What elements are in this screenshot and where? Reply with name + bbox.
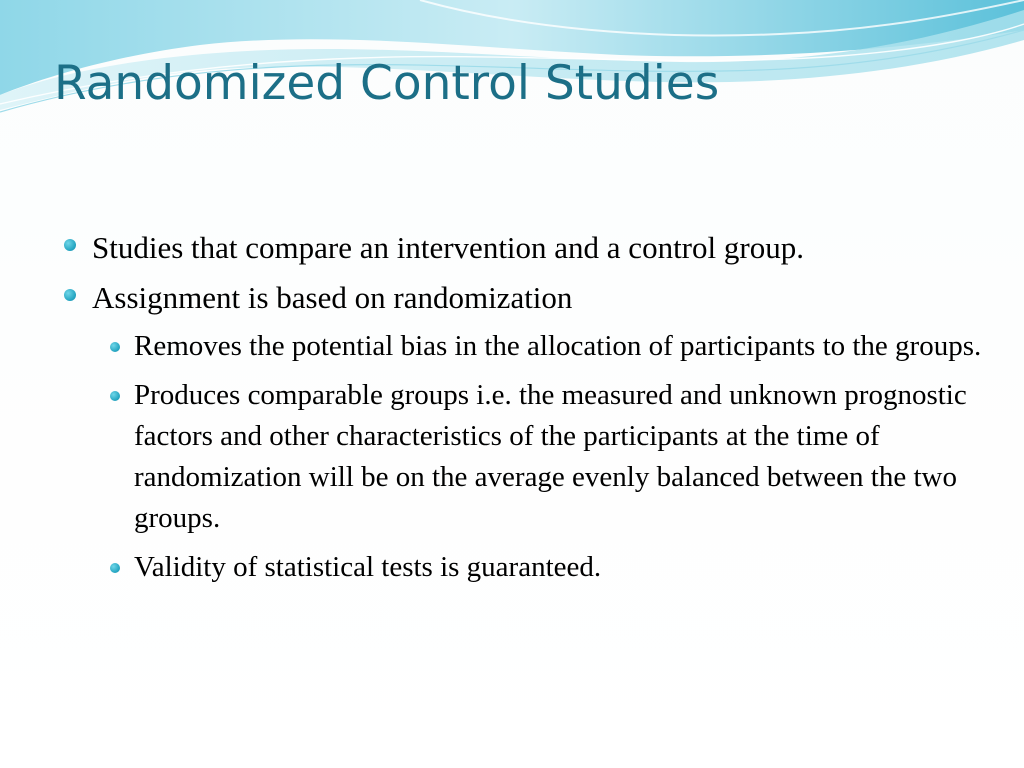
sub-bullet-dot-icon (110, 563, 120, 573)
bullet-dot-icon (64, 239, 76, 251)
bullet-dot-icon (64, 289, 76, 301)
bullet-item (62, 276, 982, 320)
sub-bullet-dot-icon (110, 391, 120, 401)
sub-bullet-text: Removes the potential bias in the allocation of participants to the groups. (134, 330, 982, 362)
sub-bullet-text: Produces comparable groups i.e. the measured and unknown prognostic factors and other characteristics of the participants at the time of randomization will be on the average evenly balanced between the two groups. (134, 379, 967, 534)
sub-bullet-item (62, 547, 982, 588)
sub-bullet-item (62, 326, 982, 367)
sub-bullet-dot-icon (110, 342, 120, 352)
bullet-list (62, 226, 982, 596)
sub-bullet-text: Validity of statistical tests is guaranteed. (134, 551, 602, 583)
bullet-text: Studies that compare an intervention and a control group. (92, 230, 804, 265)
bullet-item (62, 226, 982, 270)
sub-bullet-item (62, 375, 982, 539)
bullet-text: Assignment is based on randomization (92, 280, 573, 315)
slide-title: Randomized Control Studies (54, 56, 720, 111)
